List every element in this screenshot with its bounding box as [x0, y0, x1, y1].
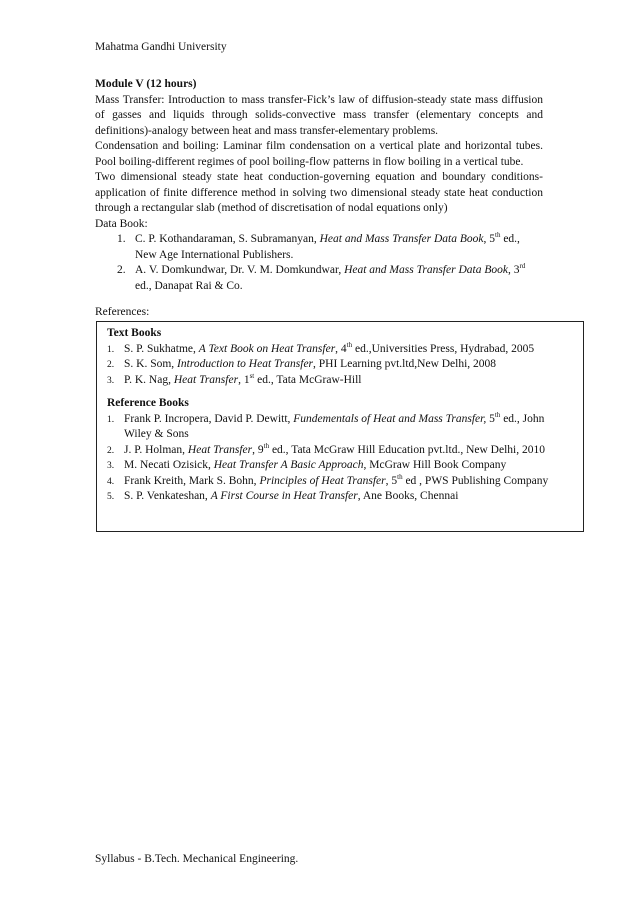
item-edition: , 4 — [335, 342, 347, 355]
item-number: 3. — [107, 375, 115, 386]
item-edition-suffix: th — [346, 340, 353, 349]
item-title: Heat Transfer — [173, 373, 239, 386]
references-label: References: — [95, 306, 150, 318]
text-books-heading: Text Books — [107, 327, 162, 339]
item-title: Heat and Mass Transfer Data Book — [344, 264, 508, 276]
item-number: 3. — [107, 461, 115, 471]
item-number: 1. — [107, 414, 115, 425]
item-authors: S. P. Sukhatme, — [124, 342, 199, 355]
references-box — [96, 321, 584, 532]
item-publisher: ed., New Age International Publishers. — [135, 233, 520, 261]
item-number: 2. — [107, 445, 115, 456]
data-book-list — [95, 232, 543, 294]
item-number: 1. — [107, 344, 115, 355]
item-publisher: ed., John Wiley & Sons — [124, 412, 545, 440]
item-edition: , 1 — [238, 373, 250, 386]
item-number: 2. — [107, 360, 115, 370]
list-item — [107, 342, 573, 358]
item-title: Heat Transfer — [187, 443, 253, 456]
item-authors: Frank P. Incropera, David P. Dewitt, — [124, 412, 294, 425]
item-edition: , 3 — [507, 264, 520, 276]
list-item — [107, 373, 573, 389]
item-edition-suffix: th — [494, 410, 501, 419]
item-edition-suffix: st — [249, 371, 255, 380]
module-paragraph: Condensation and boiling: Laminar film condensation on a vertical plate and horizontal tubes. Pool boiling-different regimes of pool boiling-flow patterns in flow boiling in a vertical tube. — [95, 140, 543, 168]
item-edition-suffix: th — [263, 441, 270, 450]
item-authors: J. P. Holman, — [124, 443, 188, 456]
item-publisher: ed , PWS Publishing Company — [402, 474, 549, 487]
item-edition: , 9 — [252, 443, 264, 456]
page-header: Mahatma Gandhi University — [95, 41, 227, 53]
item-publisher: , Ane Books, Chennai — [357, 490, 459, 502]
module-paragraph: Two dimensional steady state heat conduction-governing equation and boundary conditions-application of finite difference method in solving two dimensional steady state heat conduction through a rectangular slab (method of discretisation of nodal equations only) — [95, 171, 543, 214]
module-paragraph: Mass Transfer: Introduction to mass transfer-Fick’s law of diffusion-steady state mass diffusion of gasses and liquids through solids-convective mass transfer (elementary concepts and definitions)-analogy between heat and mass transfer-elementary problems. — [95, 93, 543, 137]
item-number: 5. — [107, 492, 115, 502]
item-authors: S. K. Som, — [124, 358, 178, 370]
item-authors: C. P. Kothandaraman, S. Subramanyan, — [135, 233, 320, 245]
item-publisher: ed., Danapat Rai & Co. — [135, 279, 243, 292]
item-edition: 5 — [486, 412, 495, 425]
item-title: Fundementals of Heat and Mass Transfer, — [293, 412, 487, 425]
item-authors: A. V. Domkundwar, Dr. V. M. Domkundwar, — [135, 264, 345, 276]
item-title: A Text Book on Heat Transfer — [198, 342, 336, 355]
item-authors: M. Necati Ozisick, — [124, 459, 214, 471]
item-edition: , 5 — [385, 474, 398, 487]
item-title: Introduction to Heat Transfer — [177, 358, 314, 370]
item-number: 4. — [107, 476, 115, 487]
list-item — [107, 357, 573, 373]
item-publisher: , PHI Learning pvt.ltd,New Delhi, 2008 — [313, 358, 497, 370]
item-number: 1. — [117, 233, 126, 245]
list-item — [107, 412, 573, 443]
item-title: Heat and Mass Transfer Data Book — [319, 233, 484, 245]
item-edition: , 5 — [483, 233, 495, 245]
item-authors: Frank Kreith, Mark S. Bohn, — [124, 474, 260, 487]
item-title: A First Course in Heat Transfer — [210, 490, 358, 502]
reference-books-list — [107, 412, 573, 505]
item-number: 2. — [117, 264, 126, 276]
list-item — [107, 489, 573, 505]
item-publisher: ed.,Universities Press, Hydrabad, 2005 — [352, 342, 535, 355]
page-footer: Syllabus - B.Tech. Mechanical Engineering. — [95, 853, 299, 865]
list-item — [107, 443, 573, 459]
item-authors: P. K. Nag, — [124, 373, 174, 386]
item-title: Heat Transfer A Basic Approach — [213, 459, 364, 471]
data-book-item — [95, 232, 543, 263]
text-books-list — [107, 342, 573, 389]
item-edition-suffix: rd — [519, 262, 526, 271]
item-publisher: ed., Tata McGraw-Hill — [254, 373, 362, 386]
item-publisher: , McGraw Hill Book Company — [363, 459, 507, 471]
list-item — [107, 474, 573, 490]
data-book-item — [95, 263, 543, 294]
data-book-label: Data Book: — [95, 217, 148, 230]
item-edition-suffix: th — [397, 472, 403, 481]
reference-books-heading: Reference Books — [107, 397, 189, 409]
module-title: Module V (12 hours) — [95, 78, 197, 90]
item-authors: S. P. Venkateshan, — [124, 490, 211, 502]
list-item — [107, 458, 573, 474]
module-content — [95, 77, 543, 321]
item-edition-suffix: th — [495, 231, 501, 240]
item-title: Principles of Heat Transfer — [259, 474, 386, 487]
item-publisher: ed., Tata McGraw Hill Education pvt.ltd., New Delhi, 2010 — [269, 443, 545, 456]
